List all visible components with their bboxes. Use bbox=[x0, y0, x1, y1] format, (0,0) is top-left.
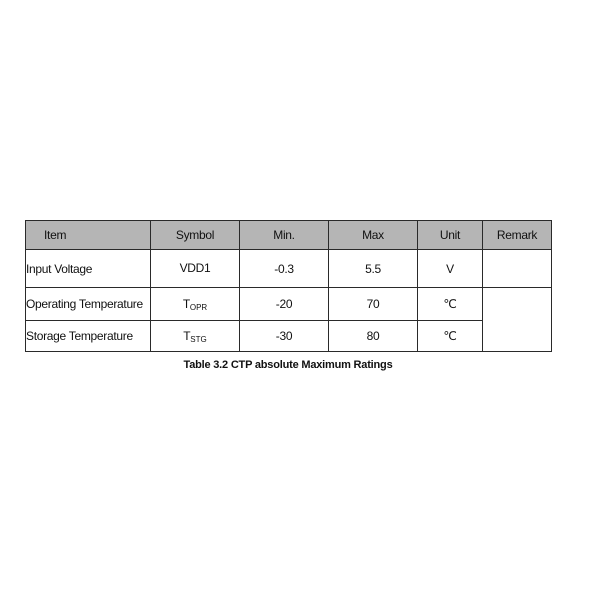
header-item: Item bbox=[26, 221, 151, 250]
cell-symbol bbox=[151, 250, 240, 288]
cell-item: Operating Temperature bbox=[26, 288, 151, 321]
table-row bbox=[26, 250, 552, 288]
symbol-main: T bbox=[182, 296, 190, 311]
symbol-main: T bbox=[183, 328, 191, 343]
table-row bbox=[26, 288, 552, 321]
header-min: Min. bbox=[240, 221, 329, 250]
cell-item: Input Voltage bbox=[26, 250, 151, 288]
cell-min: -0.3 bbox=[240, 250, 329, 288]
cell-min: -20 bbox=[240, 288, 329, 321]
header-symbol: Symbol bbox=[151, 221, 240, 250]
cell-unit: V bbox=[418, 250, 483, 288]
header-remark: Remark bbox=[483, 221, 552, 250]
cell-min: -30 bbox=[240, 321, 329, 352]
cell-remark bbox=[483, 250, 552, 288]
cell-symbol bbox=[151, 321, 240, 352]
table-header-row bbox=[26, 221, 552, 250]
cell-max: 70 bbox=[329, 288, 418, 321]
cell-max: 80 bbox=[329, 321, 418, 352]
table-caption: Table 3.2 CTP absolute Maximum Ratings bbox=[183, 359, 393, 371]
table-row bbox=[26, 321, 552, 352]
cell-unit: ℃ bbox=[418, 321, 483, 352]
symbol-subscript: OPR bbox=[189, 302, 208, 312]
cell-unit: ℃ bbox=[418, 288, 483, 321]
cell-item: Storage Temperature bbox=[26, 321, 151, 352]
cell-remark bbox=[483, 288, 552, 352]
header-max: Max bbox=[329, 221, 418, 250]
cell-symbol bbox=[151, 288, 240, 321]
symbol-subscript: STG bbox=[190, 334, 207, 344]
cell-max: 5.5 bbox=[329, 250, 418, 288]
ratings-table bbox=[25, 220, 552, 352]
symbol-main: VDD1 bbox=[179, 261, 211, 275]
header-unit: Unit bbox=[418, 221, 483, 250]
